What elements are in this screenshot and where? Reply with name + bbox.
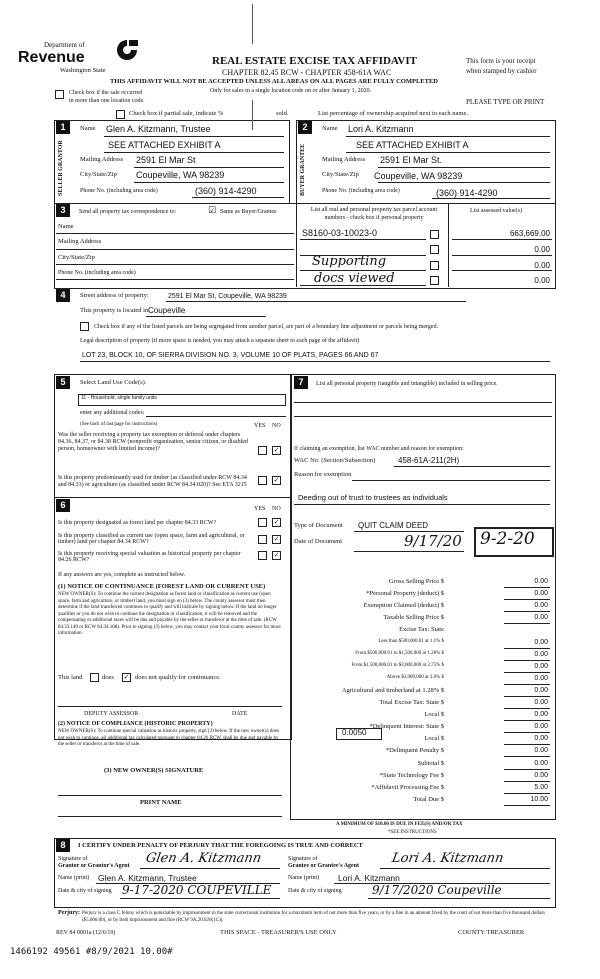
tax-row-label: Subtotal $: [417, 760, 444, 767]
dept-name: Revenue: [18, 49, 85, 66]
land-does-not-label: does not qualify for continuance.: [135, 674, 221, 681]
tax-row-label: Local $: [424, 735, 444, 742]
deputy-assessor-label: DEPUTY ASSESSOR: [84, 711, 139, 717]
certify-statement: I CERTIFY UNDER PENALTY OF PERJURY THAT THE FOREGOING IS TRUE AND CORRECT: [78, 842, 363, 849]
see-instructions-note: *SEE INSTRUCTIONS: [388, 830, 437, 835]
handwritten-supporting: Supporting: [312, 254, 387, 269]
seller-mailing-label: Mailing Address: [80, 156, 124, 163]
receipt-note-2: when stamped by cashier: [466, 67, 537, 75]
corr-phone-label: Phone No. (including area code): [58, 270, 136, 276]
seller-phone-label: Phone No. (including area code): [80, 188, 158, 194]
notice-compliance-body: NEW OWNER(S): To continue special valuation as historic property, sign (3) below. If the new owner(s) does not wish to continue, all additional tax calculated pursuant to chapter 84.26 RCW, shall be due and payable by the seller or transferor at the time of sale.: [58, 729, 279, 747]
dept-top: Department of: [44, 41, 85, 49]
tax-row-label: *State Technology Fee $: [379, 772, 444, 779]
seller-phone[interactable]: (360) 914-4290: [195, 186, 257, 196]
county-treasurer: COUNTY TREASURER: [458, 929, 525, 936]
tax-row-value[interactable]: 10.00: [530, 796, 548, 803]
print-name-label: PRINT NAME: [140, 799, 182, 806]
tax-row-label: Exemption Claimed (deduct) $: [363, 602, 444, 609]
local-rate[interactable]: 0.0050: [342, 728, 367, 737]
seller-name-label: Name: [80, 125, 96, 132]
doc-type[interactable]: QUIT CLAIM DEED: [358, 521, 429, 530]
grantee-signature[interactable]: Lori A. Kitzmann: [390, 851, 505, 866]
tax-row-value[interactable]: 0.00: [534, 760, 548, 767]
tax-row-value[interactable]: 0.00: [534, 651, 548, 658]
section-4-number: 4: [56, 289, 70, 302]
tax-row-line: [504, 587, 550, 588]
s5-q1-no[interactable]: ✓: [273, 446, 280, 454]
tax-row-line: [504, 696, 550, 697]
s6-if-any: If any answers are yes, complete as instructed below.: [58, 572, 186, 578]
tax-row-value[interactable]: 0.00: [534, 639, 548, 646]
ownership-pct-note: List percentage of ownership acquired next to each name.: [318, 110, 468, 117]
grantor-print-label: Name (print): [58, 875, 90, 881]
tax-row-label: Local $: [424, 711, 444, 718]
grantee-date-city-label: Date & city of signing: [288, 888, 342, 894]
grantor-print-name[interactable]: Glen A. Kitzmann, Trustee: [98, 873, 197, 883]
s6-question-2: Is this property classified as current use (open space, farm and agricultural, or timber) land per chapter 84.34 RCW?: [58, 533, 245, 545]
tax-row-value[interactable]: 0.00: [534, 699, 548, 706]
street-address-label: Street address of property:: [80, 292, 149, 299]
tax-row-value[interactable]: 0.00: [534, 772, 548, 779]
assessed-value-1[interactable]: 663,669.00: [509, 229, 550, 238]
tax-row-line: [504, 599, 550, 600]
wac-label: WAC No. (Section/Subsection): [294, 457, 376, 464]
corr-name-label: Name: [58, 223, 74, 230]
section-5-number: 5: [56, 376, 70, 389]
s6-question-3: Is this property receiving special valuation as historical property per chapter 84.26 RCW?: [58, 551, 241, 563]
assessed-header: List assessed value(s): [470, 208, 522, 214]
tax-row-label: From $1,500,000.01 to $3,000,000 at 2.75% $: [351, 663, 444, 668]
claiming-exemption-label: If claiming an exemption, list WAC number and reason for exemption:: [294, 446, 464, 452]
buyer-mailing[interactable]: 2591 El Mar St.: [380, 155, 443, 165]
s5-yes-header: YES: [254, 423, 266, 429]
tax-row-value[interactable]: 0.00: [534, 747, 548, 754]
s6-no-header: NO: [272, 506, 281, 512]
grantor-date-city[interactable]: 9-17-2020 COUPEVILLE: [122, 883, 272, 897]
tax-row-label: Gross Selling Price $: [388, 578, 444, 585]
revenue-logo-icon: [114, 38, 140, 62]
s5-no-header: NO: [272, 423, 281, 429]
tax-row-line: [504, 708, 550, 709]
segregated-checkbox[interactable]: [80, 322, 89, 331]
tax-row-label: Above $3,000,000 at 3.0% $: [386, 675, 444, 680]
receipt-note-1: This form is your receipt: [466, 57, 536, 65]
s5-q1-yes[interactable]: [258, 446, 267, 455]
s6-q3-yes[interactable]: [258, 551, 267, 560]
partial-sale-label: Check box if partial sale, indicate %: [129, 110, 224, 117]
segregated-label: Check box if any of the listed parcels are being segregated from another parcel, are part of a boundary line adjustment or parcels being merged.: [94, 324, 439, 330]
s6-q3-no[interactable]: ✓: [273, 551, 280, 559]
handwritten-docs-viewed: docs viewed: [314, 271, 395, 286]
street-address[interactable]: 2591 El Mar St, Coupeville, WA 98239: [168, 293, 287, 300]
same-as-buyer-checkbox[interactable]: ☑: [208, 206, 217, 216]
grantor-sig-label-2: Grantor or Grantor's Agent: [58, 863, 130, 869]
tax-row-label: *Delinquent Penalty $: [385, 747, 444, 754]
tax-row-label: Total Excise Tax: State $: [379, 699, 444, 706]
land-use-code: 11 - Household, single family units: [81, 395, 157, 401]
tax-row-line: [504, 684, 550, 685]
section-6-number: 6: [56, 499, 70, 512]
seller-side-label: SELLER GRANTOR: [58, 140, 64, 196]
not-accepted-notice: THIS AFFIDAVIT WILL NOT BE ACCEPTED UNLESS ALL AREAS ON ALL PAGES ARE FULLY COMPLETED: [110, 78, 438, 85]
tax-row-value[interactable]: 0.00: [534, 614, 548, 621]
partial-sold-label: sold.: [276, 110, 289, 117]
section-7-number: 7: [294, 376, 308, 389]
tax-row-value[interactable]: 0.00: [534, 711, 548, 718]
seller-city[interactable]: Coupeville, WA 98239: [136, 170, 225, 180]
seller-mailing[interactable]: 2591 El Mar St: [136, 155, 196, 165]
receipt-stamp: 1466192 49561 #8/9/2021 10.00#: [10, 947, 173, 957]
type-or-print: PLEASE TYPE OR PRINT: [466, 98, 545, 106]
seller-name[interactable]: Glen A. Kitzmann, Trustee: [106, 124, 211, 134]
personal-property-checkbox-4[interactable]: [430, 276, 439, 285]
buyer-name-2[interactable]: SEE ATTACHED EXHIBIT A: [356, 140, 469, 150]
minimum-due-note: A MINIMUM OF $10.00 IS DUE IN FEE(S) AND/OR TAX: [336, 822, 463, 827]
tax-row-label: *Delinquent Interest: State $: [369, 723, 444, 730]
tax-row-label: From $500,000.01 to $1,500,000 at 1.28% $: [355, 651, 444, 656]
s6-yes-header: YES: [254, 506, 266, 512]
tax-row-line: [504, 720, 550, 721]
land-use-label: Select Land Use Code(s).: [80, 379, 147, 386]
tax-row-label: Excise Tax: State: [399, 626, 444, 633]
located-in[interactable]: Coupeville: [148, 306, 186, 315]
grantor-sig-label-1: Signature of: [58, 856, 88, 862]
buyer-city-label: City/State/Zip: [322, 171, 359, 178]
tax-row-label: Agricultural and timberland at 1.28% $: [341, 687, 444, 694]
new-owner-signature-label: (3) NEW OWNER(S) SIGNATURE: [104, 767, 204, 774]
tax-row-value[interactable]: 0.00: [534, 723, 548, 730]
partial-sale-checkbox[interactable]: [116, 110, 125, 119]
personal-property-checkbox-1[interactable]: [430, 230, 439, 239]
tax-row-label: Taxable Selling Price $: [383, 614, 444, 621]
parcel-1[interactable]: S8160-03-10023-0: [302, 228, 378, 238]
section-3-number: 3: [56, 204, 70, 217]
doc-date-handwritten[interactable]: 9/17/20: [404, 532, 462, 550]
tax-row-value[interactable]: 0.00: [534, 578, 548, 585]
grantee-date-city[interactable]: 9/17/2020 Coupeville: [372, 883, 502, 897]
buyer-city[interactable]: Coupeville, WA 98239: [374, 171, 463, 181]
see-back-note: (See back of last page for instructions): [80, 422, 158, 427]
page-title: REAL ESTATE EXCISE TAX AFFIDAVIT: [212, 55, 417, 67]
tax-row-line: [504, 805, 550, 806]
doc-date-label: Date of Document: [294, 538, 343, 545]
buyer-mailing-label: Mailing Address: [322, 156, 366, 163]
perjury-text: Perjury is a class C felony which is punishable by imprisonment in the state correctional institution for a maximum term of not more than five years, or by a fine in an amount fixed by the court of not more than five thousand dollars ($5,000.00), or by both imprisonment and fine (RCW 9A.20.020(1C)).: [82, 911, 545, 923]
grantee-sig-label-2: Grantee or Grantee's Agent: [288, 863, 360, 869]
additional-codes-label: enter any additional codes:: [80, 410, 145, 416]
located-in-label: This property is located in: [80, 307, 149, 314]
s6-q1-yes[interactable]: [258, 518, 267, 527]
notice-compliance-title: (2) NOTICE OF COMPLIANCE (HISTORIC PROPERTY): [58, 721, 213, 727]
tax-row-label: Less than $500,000.01 at 1.1% $: [378, 639, 444, 644]
wac-number[interactable]: 458-61A-211(2H): [398, 456, 460, 465]
assessed-value-2[interactable]: 0.00: [534, 245, 550, 254]
doc-type-label: Type of Document: [294, 522, 343, 529]
s6-question-1: Is this property designated as forest land per chapter 84.33 RCW?: [58, 520, 217, 526]
land-does-not-checkbox[interactable]: ✓: [123, 673, 130, 681]
tax-row-line: [504, 648, 550, 649]
multi-location-label-1: Check box if the sale occurred: [69, 90, 143, 96]
s6-q2-yes[interactable]: [258, 535, 267, 544]
exemption-reason[interactable]: Deeding out of trust to trustees as individuals: [298, 493, 448, 502]
multi-location-checkbox[interactable]: [55, 90, 64, 99]
tax-row-value[interactable]: 0.00: [534, 590, 548, 597]
section-2-number: 2: [298, 121, 312, 134]
tax-row-line: [504, 769, 550, 770]
s6-q1-no[interactable]: ✓: [273, 518, 280, 526]
s5-q2-no[interactable]: ✓: [273, 476, 280, 484]
buyer-side-label: BUYER GRANTEE: [300, 143, 306, 196]
legal-description[interactable]: LOT 23, BLOCK 10, OF SIERRA DIVISION NO. 3, VOLUME 10 OF PLATS, PAGES 66 AND 67: [82, 352, 379, 359]
s5-q2-yes[interactable]: [258, 476, 267, 485]
deputy-date-label: DATE: [232, 711, 248, 717]
grantee-print-label: Name (print): [288, 875, 320, 881]
tax-row-value[interactable]: 0.00: [534, 675, 548, 682]
tax-row-line: [504, 611, 550, 612]
s5-question-2: Is this property predominantly used for timber (as classified under RCW 84.34 and 84.33) or agriculture (as classified under RCW 84.34.020)? See ETA 3215: [58, 475, 247, 488]
treasurer-use-only: THIS SPACE - TREASURER'S USE ONLY: [220, 929, 337, 936]
notice-continuance-title: (1) NOTICE OF CONTINUANCE (FOREST LAND OR CURRENT USE): [58, 583, 266, 590]
tax-row-value[interactable]: 0.00: [534, 735, 548, 742]
legal-desc-label: Legal description of property (if more space is needed, you may attach a separate sheet to each page of the affidavit): [80, 338, 360, 344]
land-does-label: does: [102, 674, 114, 681]
tax-row-line: [504, 781, 550, 782]
buyer-name-label: Name: [322, 125, 338, 132]
corr-city-label: City/State/Zip: [58, 254, 95, 261]
only-sales-notice: Only for sales in a single location code on or after January 1, 2020.: [210, 88, 372, 94]
tax-row-line: [504, 756, 550, 757]
tax-row-line: [504, 793, 550, 794]
tax-row-label: *Affidavit Processing Fee $: [371, 784, 444, 791]
stamp-date: 9-2-20: [480, 529, 535, 549]
tax-row-line: [504, 660, 550, 661]
parcel-header: List all real and personal property tax parcel account numbers - check box if personal property: [310, 207, 438, 221]
grantor-date-city-label: Date & city of signing: [58, 888, 112, 894]
grantee-sig-label-1: Signature of: [288, 856, 318, 862]
tax-row-label: *Personal Property (deduct) $: [366, 590, 444, 597]
corr-mailing-label: Mailing Address: [58, 238, 102, 245]
send-correspondence-label: Send all property tax correspondence to:: [79, 209, 177, 215]
notice-continuance-body: NEW OWNER(S): To continue the current designation as forest land or classification as current use (open space, farm and agriculture, or timber) land, you must sign on (3) below. The county assessor must then determine if the land transferred continues to qualify and will indicate by signing below. If the land no longer qualifies or you do not wish to continue the designation or classification, it will be removed and the compensating or additional taxes will be due and payable by the seller or transferor at the time of sale. (RCW 84.33.140 or RCW 84.34.108). Prior to signing (3) below, you may contact your local county assessor for more information.: [58, 592, 281, 636]
perjury-label: Perjury:: [58, 910, 80, 916]
buyer-name[interactable]: Lori A. Kitzmann: [348, 124, 414, 134]
seller-city-label: City/State/Zip: [80, 171, 117, 178]
tax-row-value[interactable]: 0.00: [534, 602, 548, 609]
s5-question-1: Was the seller receiving a property tax exemption or deferral under chapters 84.36, 84.37, or 84.38 RCW (nonprofit organization, senior citizen, or disabled person, homeowner with limited income)?: [58, 432, 248, 452]
buyer-phone-label: Phone No. (including area code): [322, 188, 400, 194]
grantee-print-name[interactable]: Lori A. Kitzmann: [338, 873, 400, 883]
multi-location-label-2: in more than one location code.: [69, 98, 145, 104]
assessed-value-3[interactable]: 0.00: [534, 261, 550, 270]
tax-row-value[interactable]: 0.00: [534, 663, 548, 670]
personal-property-checkbox-2[interactable]: [430, 245, 439, 254]
this-land-label: This land: [58, 674, 83, 681]
dept-state: Washington State: [60, 67, 106, 74]
buyer-phone[interactable]: (360) 914-4290: [436, 188, 498, 198]
personal-property-checkbox-3[interactable]: [430, 261, 439, 270]
land-does-checkbox[interactable]: [90, 673, 99, 682]
tax-row-value[interactable]: 5.00: [534, 784, 548, 791]
tax-row-line: [504, 744, 550, 745]
assessed-value-4[interactable]: 0.00: [534, 276, 550, 285]
reason-label: Reason for exemption: [294, 471, 352, 478]
tax-row-line: [504, 732, 550, 733]
same-as-buyer-label: Same as Buyer/Grantee: [220, 209, 277, 215]
seller-name-2[interactable]: SEE ATTACHED EXHIBIT A: [108, 140, 221, 150]
revision-number: REV 84 0001a (12/6/19): [56, 930, 116, 936]
tax-row-line: [504, 623, 550, 624]
tax-row-value[interactable]: 0.00: [534, 687, 548, 694]
s6-q2-no[interactable]: ✓: [273, 535, 280, 543]
tax-row-label: Total Due $: [413, 796, 444, 803]
grantor-signature[interactable]: Glen A. Kitzmann: [144, 851, 263, 866]
tax-row-line: [504, 672, 550, 673]
section-8-number: 8: [56, 839, 70, 852]
section-1-number: 1: [56, 121, 70, 134]
chapter-line: CHAPTER 82.45 RCW - CHAPTER 458-61A WAC: [222, 68, 392, 77]
personal-property-label: List all personal property (tangible and intangible) included in selling price.: [316, 381, 498, 387]
